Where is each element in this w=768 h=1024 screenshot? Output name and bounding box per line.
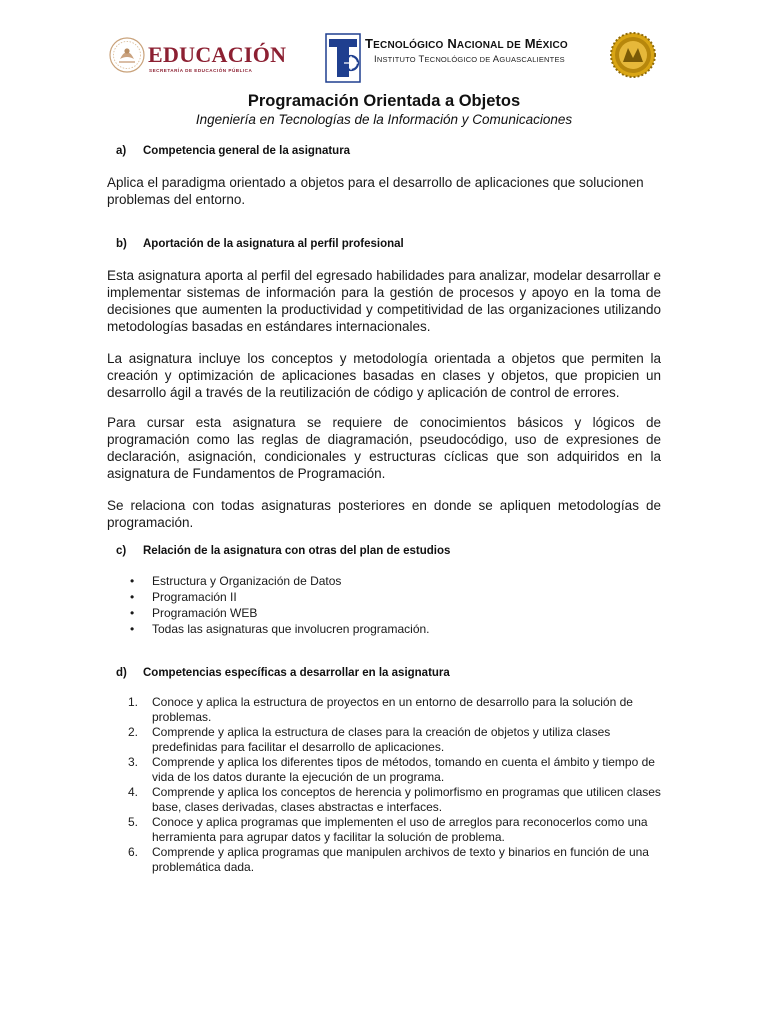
list-item: 5. Conoce y aplica programas que implementen el uso de arreglos para reconocerlos como una herramienta para agrupar datos y facilitar la solución de problema. — [128, 815, 648, 844]
course-title: Programación Orientada a Objetos — [247, 92, 521, 110]
list-item: • Estructura y Organización de Datos — [130, 574, 342, 588]
ita-seal-icon — [610, 32, 656, 78]
sep-logo — [108, 36, 287, 78]
list-item: 4. Comprende y aplica los conceptos de herencia y polimorfismo en programas que utilicen clases base, clases derivadas, clases abstractas e interfaces. — [128, 785, 661, 814]
sep-wordmark: EDUCACIÓN — [148, 42, 287, 67]
list-item: • Programación II — [130, 590, 237, 604]
list-item: 6. Comprende y aplica programas que manipulen archivos de texto y binarios en función de una problemática dada. — [128, 845, 649, 874]
tecnm-name: TECNOLÓGICO NACIONAL DE MÉXICO — [365, 36, 568, 51]
specific-competencies-list — [128, 695, 664, 875]
section-letter: a) — [116, 145, 127, 157]
section-d-heading — [116, 667, 450, 679]
section-c-heading — [116, 545, 450, 557]
profile-contribution-paragraph-4: Se relaciona con todas asignaturas posteriores en donde se apliquen metodologías de programación. — [107, 498, 661, 530]
program-subtitle: Ingeniería en Tecnologías de la Información y Comunicaciones — [195, 112, 573, 127]
related-subjects-list — [130, 573, 430, 637]
bullet-icon: • — [130, 574, 135, 588]
profile-contribution-paragraph-1: Esta asignatura aporta al perfil del egresado habilidades para analizar, modelar desarrollar e implementar sistemas de información para la gestión de procesos y apoyo en la toma de decisiones que aumenten la productividad y competitividad de las organizaciones utilizando metodologías basadas en estándares internacionales. — [107, 268, 661, 334]
section-title: Competencias específicas a desarrollar en la asignatura — [143, 667, 450, 679]
list-item: • Programación WEB — [130, 606, 258, 620]
section-title: Relación de la asignatura con otras del plan de estudios — [143, 545, 451, 557]
institute-name: INSTITUTO TECNOLÓGICO DE AGUASCALIENTES — [374, 54, 565, 65]
section-a-heading — [116, 145, 350, 157]
sep-subtitle: SECRETARÍA DE EDUCACIÓN PÚBLICA — [149, 68, 253, 73]
section-title: Aportación de la asignatura al perfil profesional — [143, 238, 404, 250]
bullet-icon: • — [130, 622, 135, 636]
national-emblem-icon — [108, 36, 146, 74]
section-title: Competencia general de la asignatura — [143, 145, 351, 157]
profile-contribution-paragraph-3: Para cursar esta asignatura se requiere de conocimientos básicos y lógicos de programación como las reglas de diagramación, pseudocódigo, uso de expresiones de declaración, asignación, condicionales y estructuras cíclicas que son adquiridos en la asignatura de Fundamentos de Programación. — [107, 415, 661, 481]
list-item: • Todas las asignaturas que involucren programación. — [130, 622, 430, 636]
list-item: 3. Comprende y aplica los diferentes tipos de métodos, tomando en cuenta el ámbito y tiempo de vida de los datos durante la ejecución de un programa. — [128, 755, 655, 784]
general-competency-paragraph: Aplica el paradigma orientado a objetos para el desarrollo de aplicaciones que solucionen problemas del entorno. — [107, 175, 644, 207]
section-letter: d) — [116, 667, 127, 679]
profile-contribution-paragraph-2: La asignatura incluye los conceptos y metodología orientada a objetos que permiten la creación y optimización de aplicaciones basadas en clases y objetos, que propicien un desarrollo ágil a través de la reutilización de código y aplicación de control de errores. — [107, 351, 661, 400]
tecnm-logo-icon — [325, 33, 361, 83]
section-letter: c) — [116, 545, 127, 557]
page-header — [0, 30, 768, 86]
list-item: 2. Comprende y aplica la estructura de clases para la creación de objetos y utiliza clases predefinidas para facilitar el desarrollo de aplicaciones. — [128, 725, 611, 754]
section-letter: b) — [116, 238, 127, 250]
bullet-icon: • — [130, 590, 135, 604]
section-b-heading — [116, 238, 404, 250]
list-item: 1. Conoce y aplica la estructura de proyectos en un entorno de desarrollo para la solución de problemas. — [128, 695, 633, 724]
bullet-icon: • — [130, 606, 135, 620]
